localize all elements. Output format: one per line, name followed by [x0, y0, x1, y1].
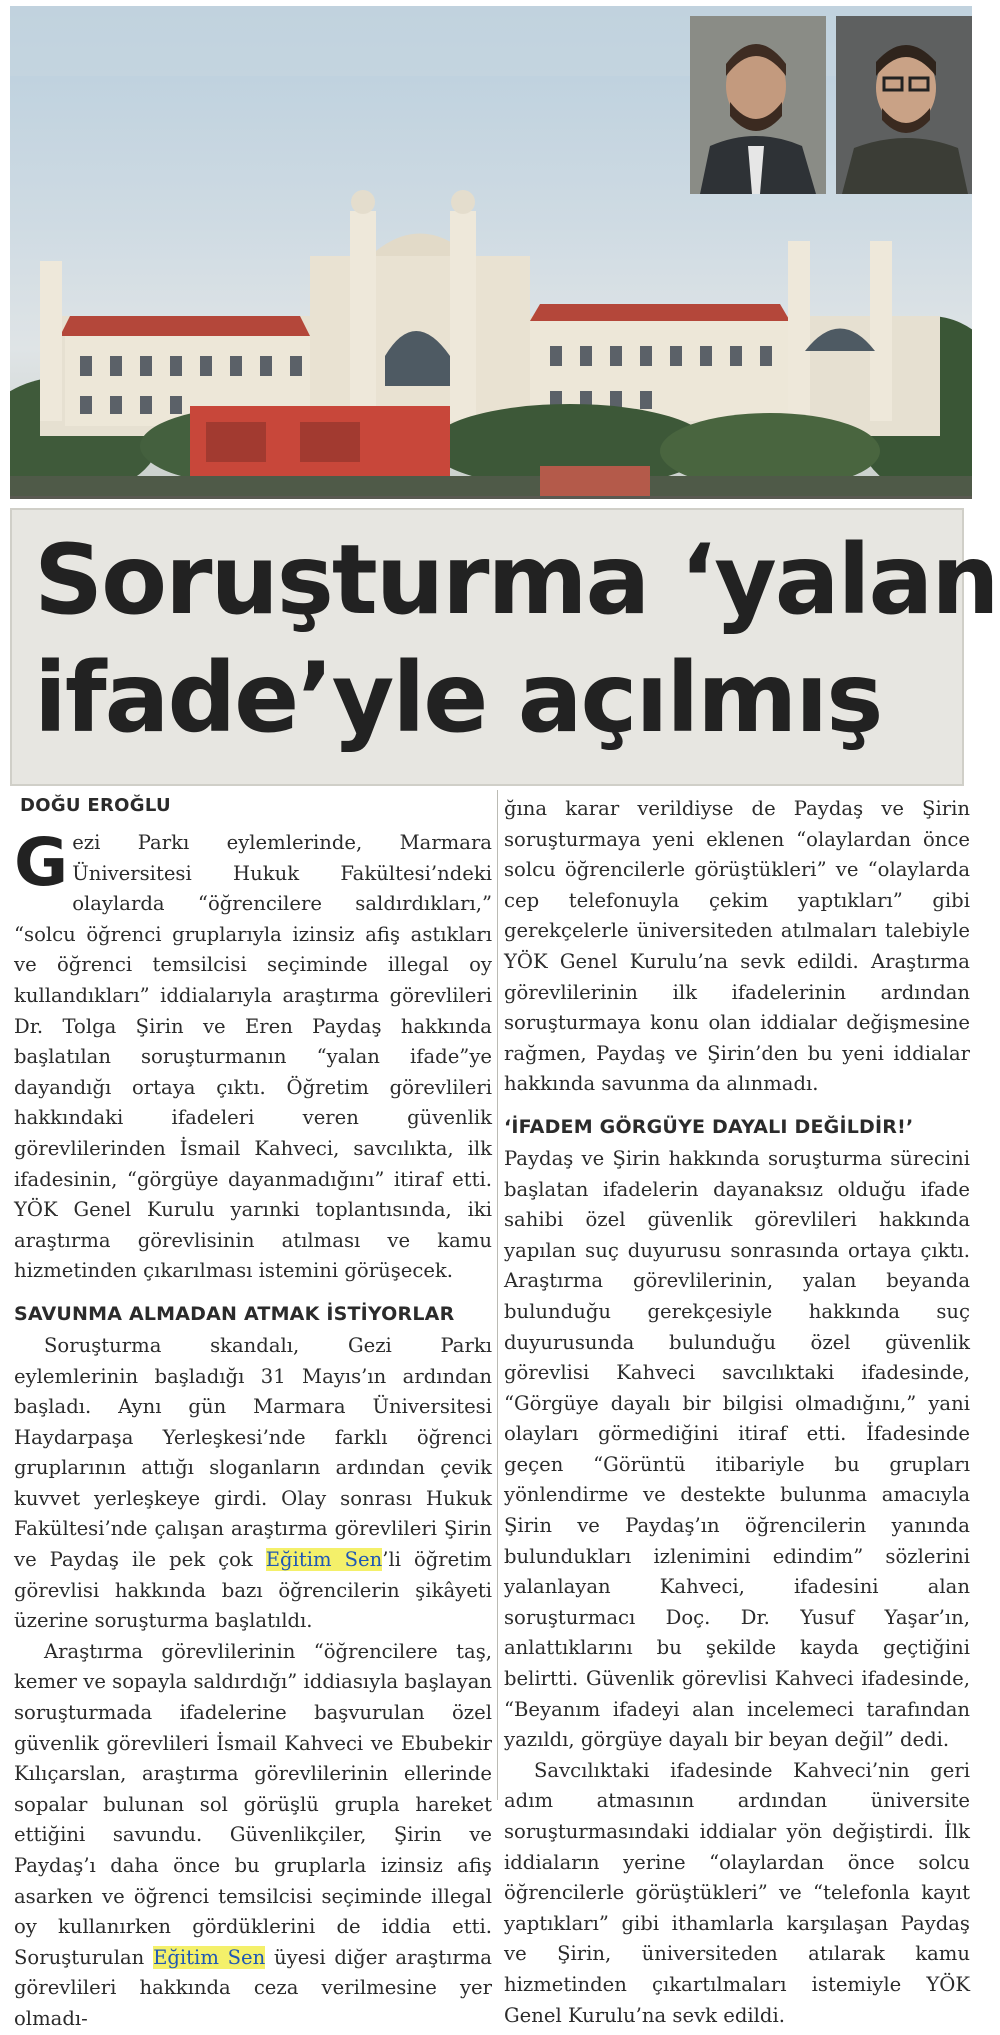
university-building-image [10, 6, 972, 496]
highlighted-term: Eğitim Sen [153, 1945, 266, 1969]
subheading-left: SAVUNMA ALMADAN ATMAK İSTİYORLAR [14, 1302, 455, 1325]
campus-photo [10, 6, 972, 499]
author-byline: DOĞU EROĞLU [20, 795, 171, 816]
portrait-photo-1 [690, 16, 826, 194]
paragraph-text: Araştırma görevlilerinin “öğrencilere taş, kemer ve sopayla saldırdığı” iddiasıyla başlayan soruşturmada ifadelerine başvurulan özel güvenlik görevlileri İsmail Kahveci ve Ebubekir Kılıçarslan, araştırma görevlilerinin ellerinde sopalar bulunan sol görüşlü grupla hareket ettiğini savundu. Güvenlikçiler, Şirin ve Paydaş’ı daha önce bu gruplarla izinsiz afiş asarken ve öğrenci temsilcisi seçiminde illegal oy kullanırken gördüklerini de iddia etti. Soruşturulan [14, 1639, 492, 1969]
column-divider [497, 790, 498, 1800]
paragraph-text: Soruşturma skandalı, Gezi Parkı eylemlerinin başladığı 31 Mayıs’ın ardından başladı. Aynı gün Marmara Üniversitesi Haydarpaşa Yerleşkesi’nde farklı öğrenci gruplarının attığı sloganların ardından çevik kuvvet yerleşkeye girdi. Olay sonrası Hukuk Fakültesi’nde çalışan araştırma görevlileri Şirin ve Paydaş ile pek çok [14, 1333, 492, 1572]
paragraph-right-2: Paydaş ve Şirin hakkında soruşturma sürecini başlatan ifadelerin dayanaksız olduğu ifade sahibi özel güvenlik görevlileri hakkında yapılan suç duyurusu sonrasında ortaya çıktı. Araştırma görevlilerinin, yalan beyanda bulunduğu gerekçesiyle hakkında suç duyurusunda bulunduğu özel güvenlik görevlisi Kahveci savcılıktaki ifadesinde, “Görgüye dayalı bir bilgisi olmadığını,” yani olayları görmediğini itiraf etti. İfadesinde geçen “Görüntü itibariyle bu grupları yönlendirme ve destekte bulunma amacıyla Şirin ve Paydaş’ın öğrencilerin yanında bulundukları izlenimini edindim” sözlerini yalanlayan Kahveci, ifadesini alan soruşturmacı Doç. Dr. Yusuf Yaşar’ın, anlattıklarını bu şekilde kayda geçtiğini belirtti. Güvenlik görevlisi Kahveci ifadesinde, “Beyanım ifadeyi alan incelemeci tarafından yazıldı, görgüye dayalı bir beyan değil” dedi. [504, 1146, 970, 1752]
article-headline [10, 508, 998, 786]
portrait-photo-2 [836, 16, 972, 194]
highlighted-term: Eğitim Sen [265, 1548, 383, 1572]
headline-line-2: ifade’yle açılmış [34, 642, 882, 754]
drop-cap: G [14, 824, 69, 901]
subheading-right: ‘İFADEM GÖRGÜYE DAYALI DEĞİLDİR!’ [504, 1115, 914, 1138]
paragraph-text: ’li öğretim görevlisi hakkında bazı öğrencilerin şikâyeti üzerine soruşturma başlatıldı. [14, 1548, 492, 1633]
article-column-right [504, 794, 970, 2031]
paragraph-left-2 [14, 1331, 492, 1637]
paragraph-text: üyesi diğer araştırma görevlileri hakkında ceza verilmesine yer olmadı- [14, 1945, 492, 2030]
article-column-left [14, 794, 492, 2035]
paragraph-left-3 [14, 1637, 492, 2035]
headline-line-1: Soruşturma ‘yalan [34, 524, 998, 636]
intro-paragraph [14, 824, 492, 1287]
intro-text: ezi Parkı eylemlerinde, Marmara Üniversitesi Hukuk Fakültesi’ndeki olaylarda “öğrencilere saldırdıkları,” “solcu öğrenci gruplarıyla izinsiz afiş astıkları ve öğrenci temsilcisi seçiminde illegal oy kullandıkları” iddialarıyla araştırma görevlileri Dr. Tolga Şirin ve Eren Paydaş hakkında başlatılan soruşturmanın “yalan ifade”ye dayandığı ortaya çıktı. Öğretim görevlileri hakkındaki ifadeleri veren güvenlik görevlilerinden İsmail Kahveci, savcılıkta, ilk ifadesinin, “görgüye dayanmadığını” itiraf etti. YÖK Genel Kurulu yarınki toplantısında, iki araştırma görevlisinin atılması ve kamu hizmetinden çıkarılması istemini görüşecek. [14, 831, 492, 1283]
paragraph-right-1: ğına karar verildiyse de Paydaş ve Şirin soruşturmaya yeni eklenen “olaylardan önce solcu öğrencilerle görüştükleri” ve “olaylarda cep telefonuyla çekim yaptıkları” gibi gerekçelerle üniversiteden atılmaları talebiyle YÖK Genel Kurulu’na sevk edildi. Araştırma görevlilerinin ilk ifadelerinin ardından soruşturmaya konu olan iddialar değişmesine rağmen, Paydaş ve Şirin’den bu yeni iddialar hakkında savunma da alınmadı. [504, 797, 970, 1096]
paragraph-right-3: Savcılıktaki ifadesinde Kahveci’nin geri adım atmasının ardından üniversite soruşturmasındaki iddialar yön değiştirdi. İlk iddiaların yerine “olaylardan önce solcu öğrencilerle görüştükleri” ve “telefonla kayıt yaptıkları” gibi ithamlarla karşılaşan Paydaş ve Şirin, üniversiteden atılarak kamu hizmetinden çıkartılmaları istemiyle YÖK Genel Kurulu’na sevk edildi. [504, 1758, 970, 2027]
